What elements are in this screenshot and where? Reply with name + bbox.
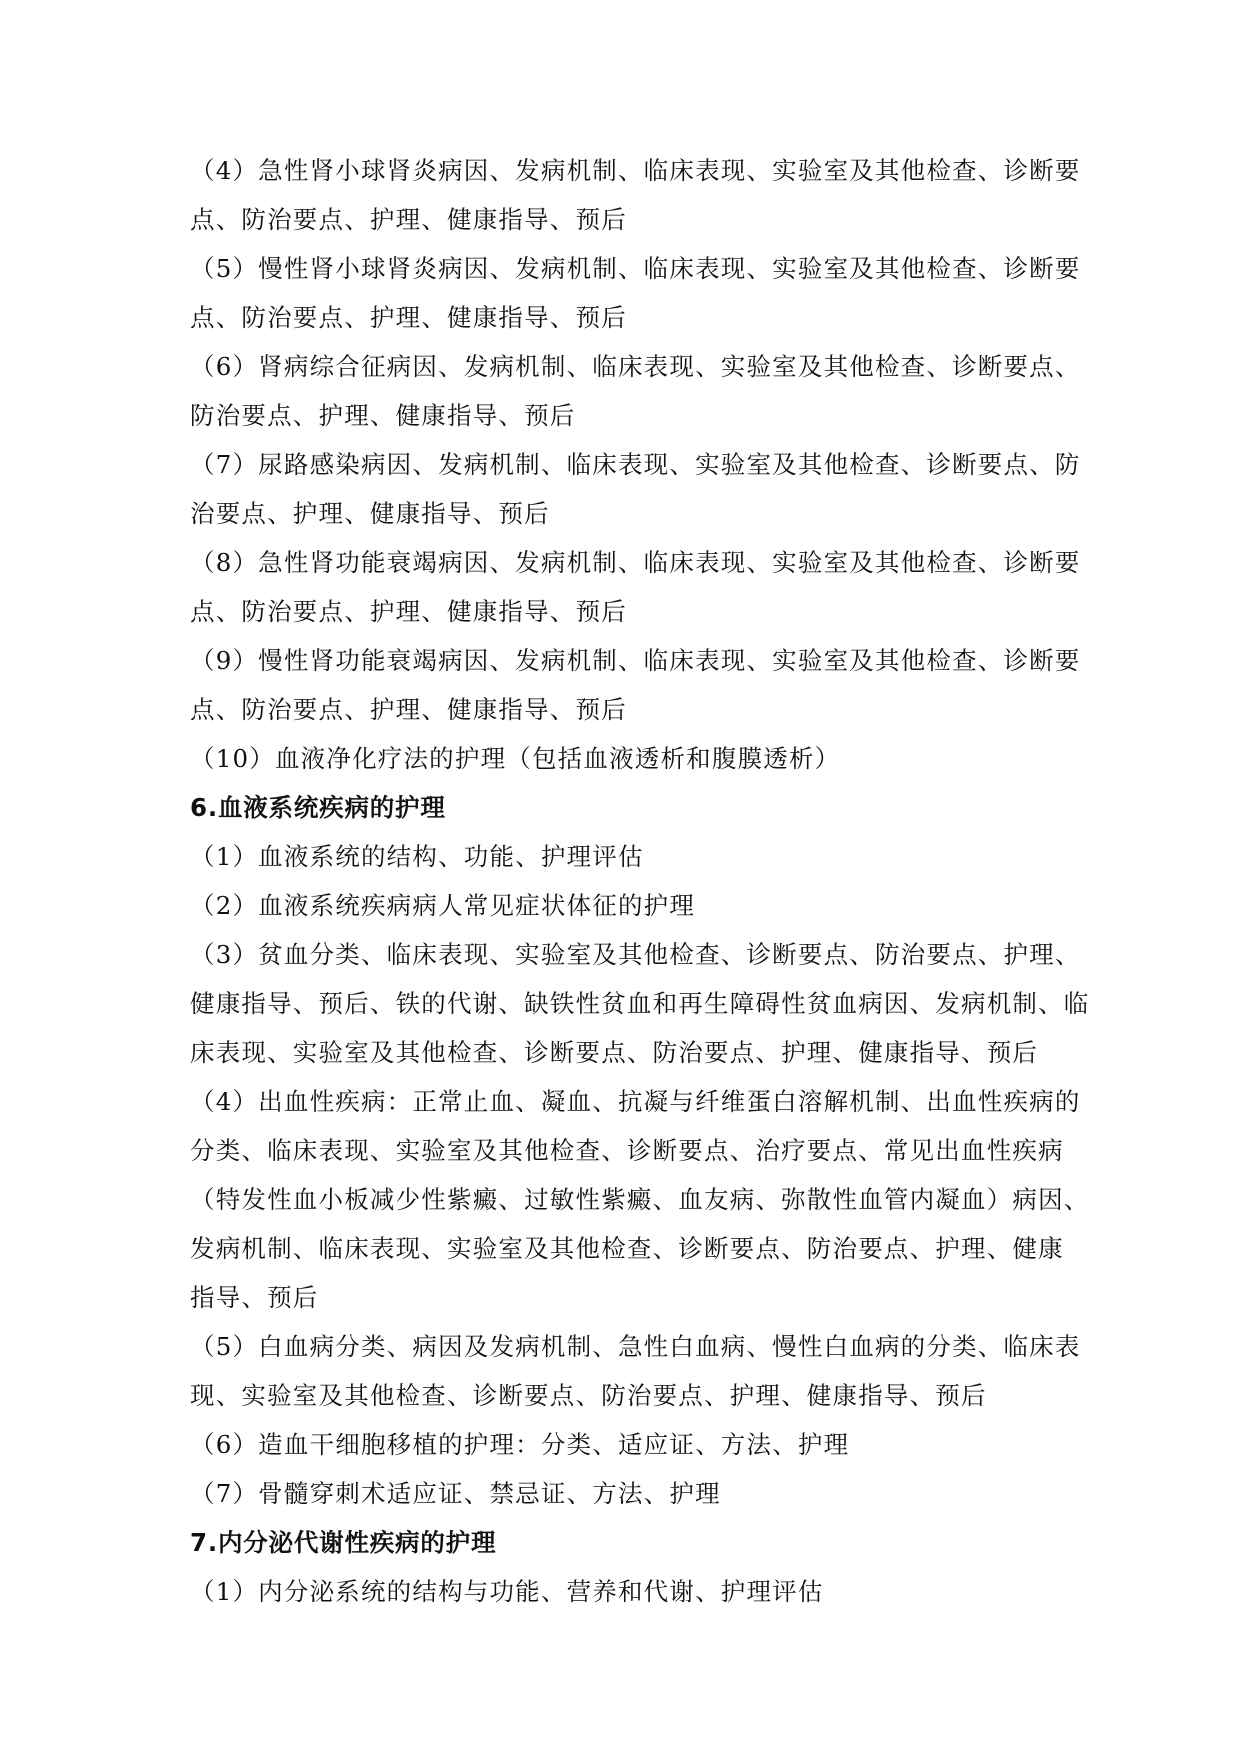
body-text-line: （7）尿路感染病因、发病机制、临床表现、实验室及其他检查、诊断要点、防 (190, 450, 1081, 479)
body-text-line: （3）贫血分类、临床表现、实验室及其他检查、诊断要点、防治要点、护理、 (190, 940, 1081, 969)
body-text-line: 健康指导、预后、铁的代谢、缺铁性贫血和再生障碍性贫血病因、发病机制、临 (190, 989, 1090, 1018)
body-text-line: 发病机制、临床表现、实验室及其他检查、诊断要点、防治要点、护理、健康 (190, 1234, 1064, 1263)
body-text-line: 防治要点、护理、健康指导、预后 (190, 401, 576, 430)
body-text-line: （4）出血性疾病：正常止血、凝血、抗凝与纤维蛋白溶解机制、出血性疾病的 (190, 1087, 1081, 1116)
body-text-line: （2）血液系统疾病病人常见症状体征的护理 (190, 891, 696, 920)
body-text-line: （1）内分泌系统的结构与功能、营养和代谢、护理评估 (190, 1577, 824, 1606)
section-heading: 7.内分泌代谢性疾病的护理 (190, 1528, 497, 1557)
body-text-line: （9）慢性肾功能衰竭病因、发病机制、临床表现、实验室及其他检查、诊断要 (190, 646, 1081, 675)
body-text-line: （7）骨髓穿刺术适应证、禁忌证、方法、护理 (190, 1479, 721, 1508)
body-text-line: 指导、预后 (190, 1283, 319, 1312)
body-text-line: 点、防治要点、护理、健康指导、预后 (190, 205, 627, 234)
body-text-line: （8）急性肾功能衰竭病因、发病机制、临床表现、实验室及其他检查、诊断要 (190, 548, 1081, 577)
section-heading: 6.血液系统疾病的护理 (190, 793, 446, 822)
document-body (190, 146, 1090, 1616)
body-text-line: （5）白血病分类、病因及发病机制、急性白血病、慢性白血病的分类、临床表 (190, 1332, 1081, 1361)
body-text-line: （特发性血小板减少性紫癜、过敏性紫癜、血友病、弥散性血管内凝血）病因、 (190, 1185, 1090, 1214)
body-text-line: 现、实验室及其他检查、诊断要点、防治要点、护理、健康指导、预后 (190, 1381, 987, 1410)
body-text-line: 点、防治要点、护理、健康指导、预后 (190, 695, 627, 724)
body-text-line: 治要点、护理、健康指导、预后 (190, 499, 550, 528)
body-text-line: （1）血液系统的结构、功能、护理评估 (190, 842, 644, 871)
body-text-line: （6）肾病综合征病因、发病机制、临床表现、实验室及其他检查、诊断要点、 (190, 352, 1081, 381)
body-text-line: 分类、临床表现、实验室及其他检查、诊断要点、治疗要点、常见出血性疾病 (190, 1136, 1064, 1165)
body-text-line: 点、防治要点、护理、健康指导、预后 (190, 597, 627, 626)
body-text-line: （6）造血干细胞移植的护理：分类、适应证、方法、护理 (190, 1430, 850, 1459)
body-text-line: 点、防治要点、护理、健康指导、预后 (190, 303, 627, 332)
body-text-line: 床表现、实验室及其他检查、诊断要点、防治要点、护理、健康指导、预后 (190, 1038, 1039, 1067)
body-text-line: （4）急性肾小球肾炎病因、发病机制、临床表现、实验室及其他检查、诊断要 (190, 156, 1081, 185)
body-text-line: （5）慢性肾小球肾炎病因、发病机制、临床表现、实验室及其他检查、诊断要 (190, 254, 1081, 283)
body-text-line: （10）血液净化疗法的护理（包括血液透析和腹膜透析） (190, 744, 841, 773)
